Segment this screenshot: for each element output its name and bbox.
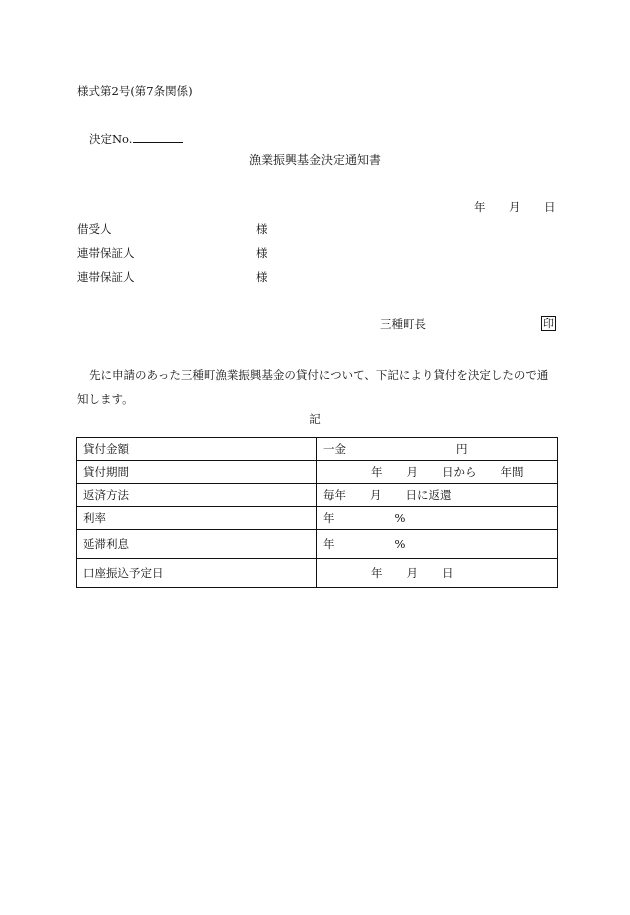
- decision-number-label: 決定No.: [89, 132, 133, 146]
- repayment-method-value: [317, 484, 558, 507]
- guarantor-2-honorific: 様: [256, 270, 268, 284]
- late-interest-value: [317, 530, 558, 559]
- table-row: [77, 530, 558, 559]
- table-row: [77, 484, 558, 507]
- table-row: [77, 438, 558, 461]
- value-part: 年: [323, 511, 335, 525]
- transfer-date-label: 口座振込予定日: [77, 559, 317, 588]
- seal-mark: 印: [543, 317, 554, 330]
- transfer-date-value: [317, 559, 558, 588]
- value-part: 年: [323, 537, 335, 551]
- body-paragraph: 先に申請のあった三種町漁業振興基金の貸付について、下記により貸付を決定したので通知します。: [77, 368, 549, 406]
- value-part: 円: [456, 442, 468, 456]
- value-part: 日に返還: [405, 488, 452, 502]
- loan-period-label: 貸付期間: [77, 461, 317, 484]
- table-row: [77, 559, 558, 588]
- loan-amount-label: 貸付金額: [77, 438, 317, 461]
- guarantor-1-label: 連帯保証人: [77, 246, 135, 260]
- borrower-label: 借受人: [77, 222, 112, 236]
- value-part: 月: [370, 488, 382, 502]
- loan-period-value: [317, 461, 558, 484]
- decision-number-field: [89, 131, 183, 146]
- note-heading: 記: [309, 412, 321, 426]
- date-day-label: 日: [544, 200, 556, 214]
- value-part: 日から: [442, 465, 477, 479]
- decision-number-blank: [133, 131, 183, 143]
- value-part: %: [394, 537, 406, 551]
- interest-rate-label: 利率: [77, 507, 317, 530]
- issuer-title: 三種町長: [380, 317, 426, 331]
- value-part: 日: [442, 566, 454, 580]
- interest-rate-value: [317, 507, 558, 530]
- form-number: 様式第2号(第7条関係): [77, 84, 193, 98]
- borrower-honorific: 様: [256, 222, 268, 236]
- date-month-label: 月: [509, 200, 521, 214]
- loan-details-table: [76, 437, 558, 588]
- late-interest-label: 延滞利息: [77, 530, 317, 559]
- repayment-method-label: 返済方法: [77, 484, 317, 507]
- table-row: [77, 507, 558, 530]
- value-part: 年間: [500, 465, 524, 479]
- value-part: 月: [406, 566, 418, 580]
- value-part: 毎年: [323, 488, 346, 502]
- guarantor-1-honorific: 様: [256, 246, 268, 260]
- value-part: 一金: [323, 442, 346, 456]
- value-part: %: [394, 511, 406, 525]
- value-part: 月: [406, 465, 418, 479]
- value-part: 年: [371, 566, 383, 580]
- value-part: 年: [371, 465, 383, 479]
- document-title: 漁業振興基金決定通知書: [248, 153, 381, 167]
- table-row: [77, 461, 558, 484]
- date-year-label: 年: [474, 200, 486, 214]
- guarantor-2-label: 連帯保証人: [77, 270, 135, 284]
- loan-amount-value: [317, 438, 558, 461]
